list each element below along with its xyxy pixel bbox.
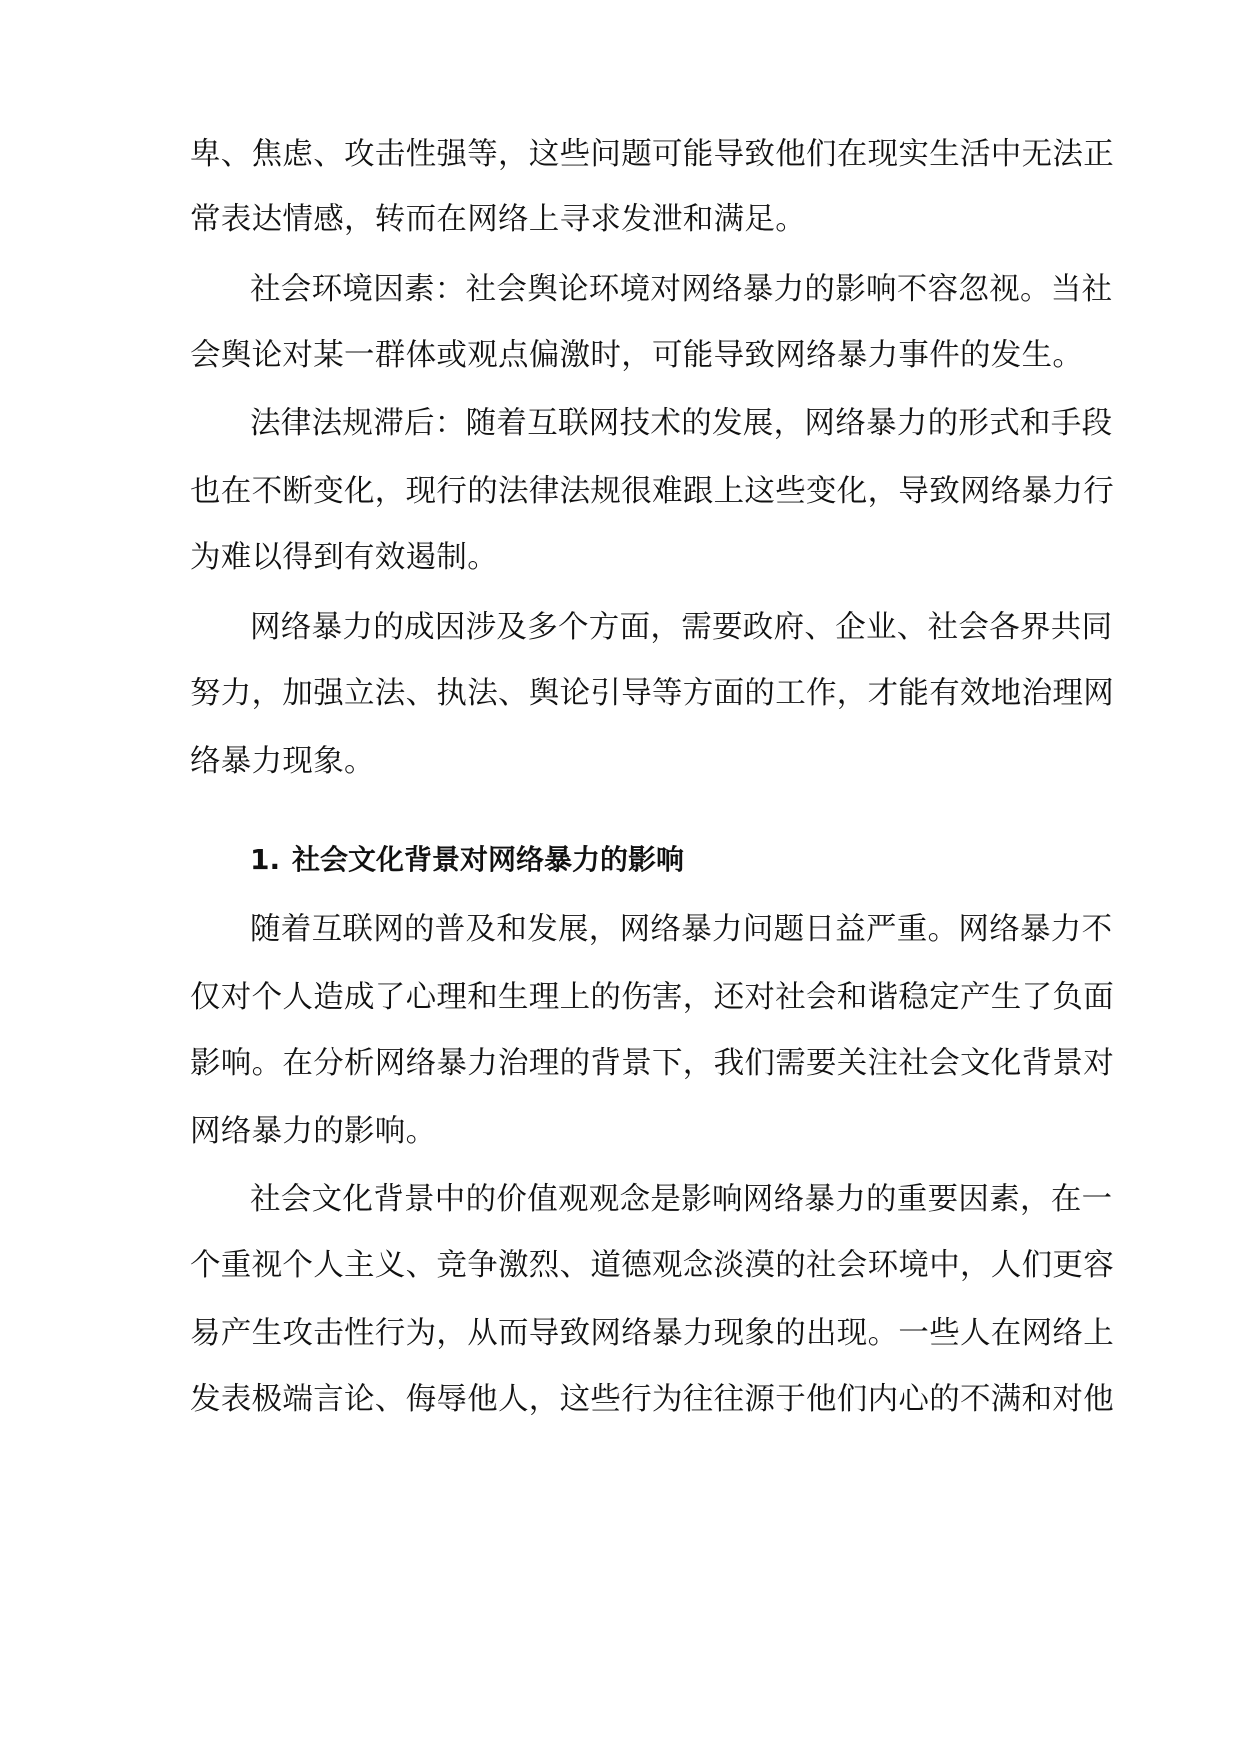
paragraph-line: 也在不断变化，现行的法律法规很难跟上这些变化，导致网络暴力行 (190, 474, 1114, 509)
paragraph-line: 影响。在分析网络暴力治理的背景下，我们需要关注社会文化背景对 (190, 1046, 1114, 1081)
paragraph-line: 努力，加强立法、执法、舆论引导等方面的工作，才能有效地治理网 (190, 676, 1114, 711)
paragraph-line: 社会文化背景中的价值观观念是影响网络暴力的重要因素，在一 (250, 1182, 1113, 1217)
section-title: 社会文化背景对网络暴力的影响 (292, 843, 685, 876)
paragraph-line: 法律法规滞后：随着互联网技术的发展，网络暴力的形式和手段 (250, 406, 1113, 441)
paragraph-line: 会舆论对某一群体或观点偏激时，可能导致网络暴力事件的发生。 (190, 338, 1084, 373)
paragraph-line: 网络暴力的影响。 (190, 1114, 437, 1149)
paragraph-line: 社会环境因素：社会舆论环境对网络暴力的影响不容忽视。当社 (250, 272, 1113, 307)
paragraph-line: 个重视个人主义、竞争激烈、道德观念淡漠的社会环境中，人们更容 (190, 1248, 1114, 1283)
paragraph-line: 常表达情感，转而在网络上寻求发泄和满足。 (190, 202, 806, 237)
paragraph-line: 络暴力现象。 (190, 744, 375, 779)
paragraph-line: 随着互联网的普及和发展，网络暴力问题日益严重。网络暴力不 (250, 912, 1113, 947)
paragraph-line: 网络暴力的成因涉及多个方面，需要政府、企业、社会各界共同 (250, 610, 1113, 645)
paragraph-line: 易产生攻击性行为，从而导致网络暴力现象的出现。一些人在网络上 (190, 1316, 1114, 1351)
paragraph-line: 发表极端言论、侮辱他人，这些行为往往源于他们内心的不满和对他 (190, 1382, 1114, 1417)
paragraph-line: 仅对个人造成了心理和生理上的伤害，还对社会和谐稳定产生了负面 (190, 980, 1114, 1015)
section-heading (250, 840, 1060, 880)
section-number: 1. (250, 843, 281, 876)
paragraph-line: 为难以得到有效遏制。 (190, 540, 498, 575)
paragraph-line: 卑、焦虑、攻击性强等，这些问题可能导致他们在现实生活中无法正 (190, 137, 1114, 172)
